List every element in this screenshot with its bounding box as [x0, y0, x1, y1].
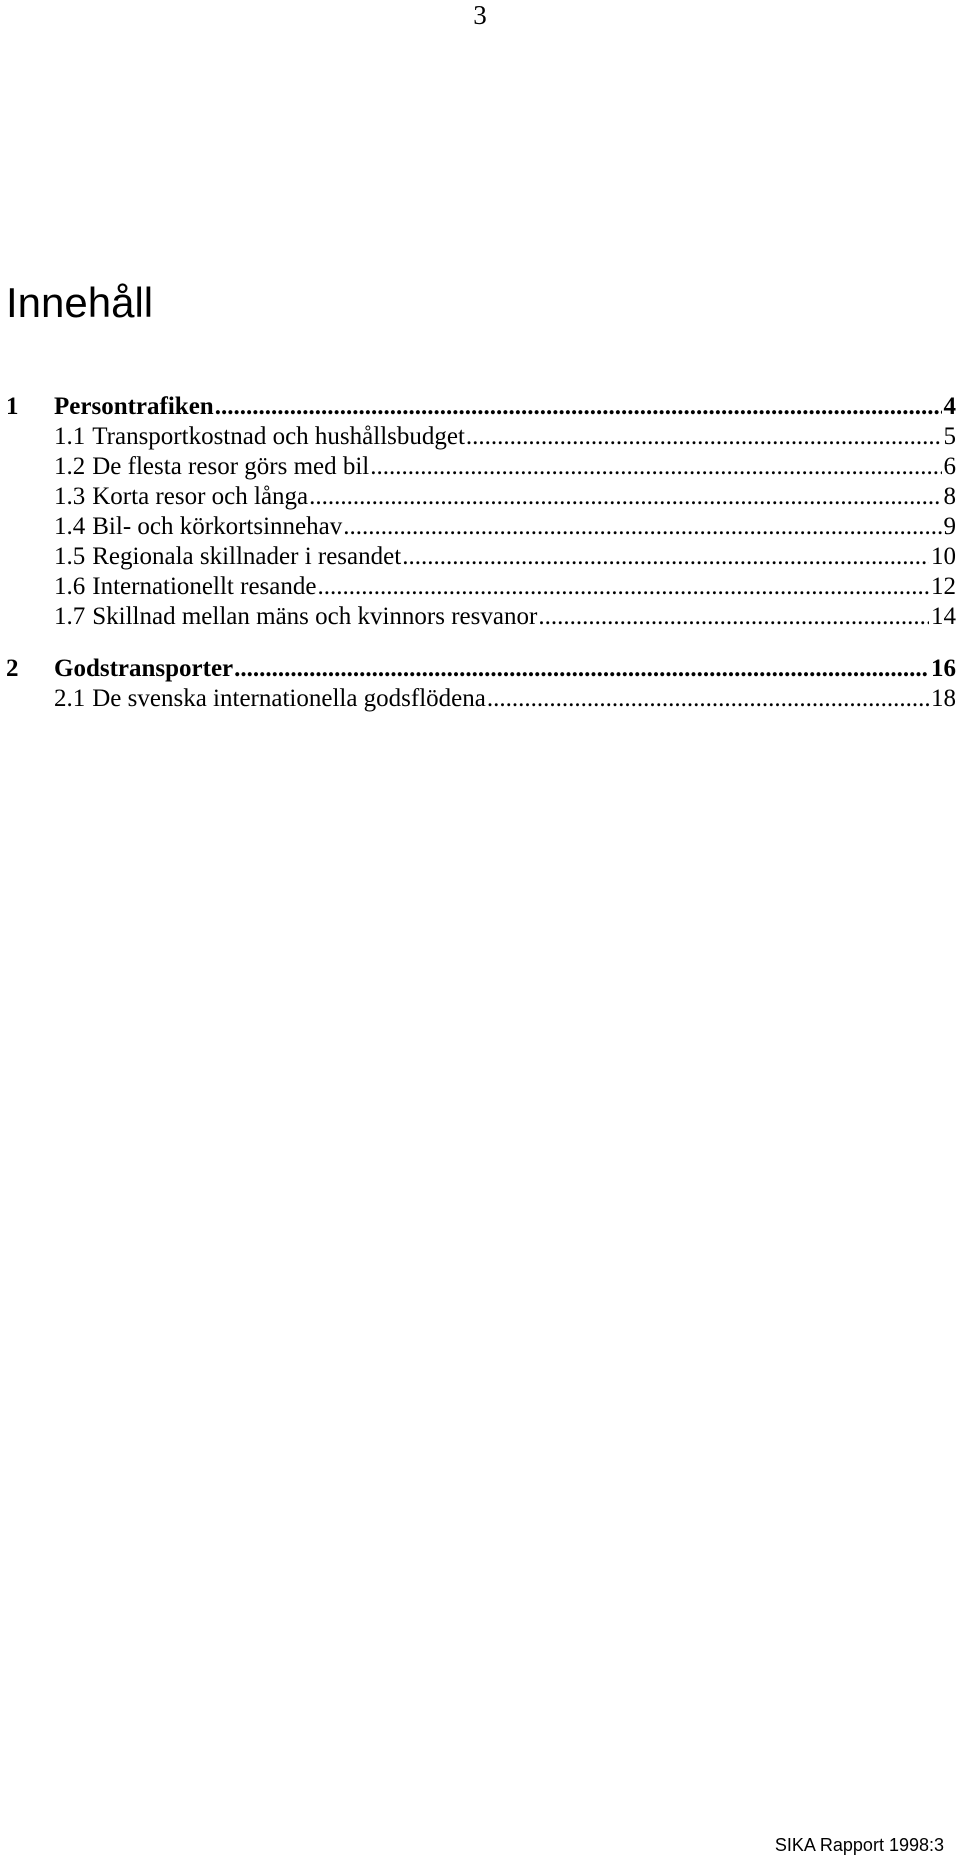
toc-entry-1-6[interactable] — [6, 572, 956, 602]
toc-dot-leader — [317, 572, 929, 602]
toc-entry-page: 10 — [931, 543, 956, 570]
toc-entry-1-1[interactable] — [6, 422, 956, 452]
toc-entry-label: Transportkostnad och hushållsbudget — [92, 423, 465, 450]
toc-entry-page: 4 — [943, 393, 956, 420]
toc-entry-page: 5 — [943, 423, 956, 450]
toc-dot-leader — [487, 684, 929, 714]
toc-dot-leader — [215, 392, 942, 422]
page-number: 3 — [473, 0, 487, 30]
toc-entry-number: 1.1 — [54, 423, 86, 450]
toc-dot-leader — [309, 482, 941, 512]
toc-entry-page: 9 — [943, 513, 956, 540]
toc-entry-label: De svenska internationella godsflödena — [92, 685, 486, 712]
toc-entry-label: Bil- och körkortsinnehav — [92, 513, 343, 540]
toc-entry-label: De flesta resor görs med bil — [92, 453, 370, 480]
toc-entry-1-7[interactable] — [6, 602, 956, 632]
toc-entry-page: 6 — [943, 453, 956, 480]
toc-entry-page: 18 — [931, 685, 956, 712]
toc-dot-leader — [370, 452, 941, 482]
toc-dot-leader — [402, 542, 929, 572]
toc-entry-number: 1.7 — [54, 603, 86, 630]
toc-entry-1-4[interactable] — [6, 512, 956, 542]
toc-dot-leader — [466, 422, 942, 452]
toc-entry-page: 14 — [931, 603, 956, 630]
toc-entry-2-1[interactable] — [6, 684, 956, 714]
toc-entry-number: 2 — [6, 655, 19, 682]
toc-entry-label: Regionala skillnader i resandet — [92, 543, 402, 570]
toc-entry-2[interactable] — [6, 654, 956, 684]
toc-entry-1-2[interactable] — [6, 452, 956, 482]
footer-report-id: SIKA Rapport 1998:3 — [774, 1835, 944, 1855]
toc-entry-label: Internationellt resande — [92, 573, 317, 600]
toc-entry-label: Persontrafiken — [54, 393, 214, 420]
toc-entry-number: 1.6 — [54, 573, 86, 600]
toc-entry-label: Skillnad mellan mäns och kvinnors resvanor — [92, 603, 538, 630]
toc-dot-leader — [343, 512, 941, 542]
toc-entry-1-3[interactable] — [6, 482, 956, 512]
toc-entry-number: 1 — [6, 393, 19, 420]
toc-entry-page: 12 — [931, 573, 956, 600]
toc-entry-number: 1.4 — [54, 513, 86, 540]
toc-dot-leader — [538, 602, 929, 632]
toc-entry-number: 1.2 — [54, 453, 86, 480]
toc-entry-label: Korta resor och långa — [92, 483, 309, 510]
toc-entry-1[interactable] — [6, 392, 956, 422]
toc-entry-number: 1.3 — [54, 483, 86, 510]
toc-entry-page: 16 — [931, 655, 956, 682]
toc-entry-number: 1.5 — [54, 543, 86, 570]
toc-entry-number: 2.1 — [54, 685, 86, 712]
toc-entry-1-5[interactable] — [6, 542, 956, 572]
toc-dot-leader — [234, 654, 929, 684]
toc-title: Innehåll — [6, 279, 154, 326]
table-of-contents — [6, 392, 956, 714]
toc-entry-label: Godstransporter — [54, 655, 234, 682]
toc-entry-page: 8 — [943, 483, 956, 510]
